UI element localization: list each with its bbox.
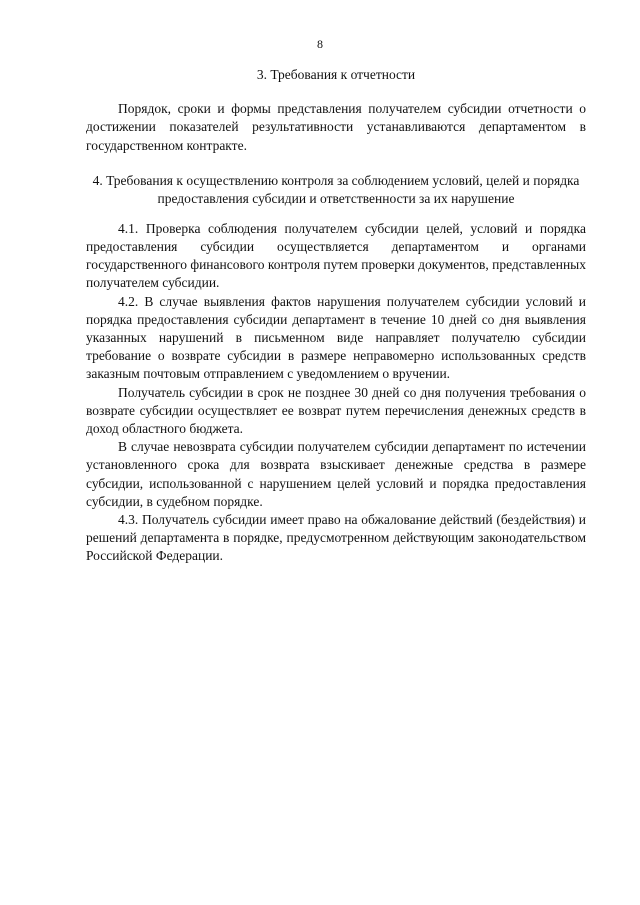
paragraph-non-refund: В случае невозврата субсидии получателем субсидии департамент по истечении установленного срока для возврата взыскивает денежные средства в размере субсидии, использованной с нарушением целей условий и порядка предоставления субсидии, в судебном порядке. — [86, 439, 586, 509]
paragraph-4-1: 4.1. Проверка соблюдения получателем субсидии целей, условий и порядка предоставления субсидии осуществляется департаментом и органами государственного финансового контроля путем проверки документов, представленных получателем субсидии. — [86, 220, 586, 291]
paragraph-refund-deadline: Получатель субсидии в срок не позднее 30 дней со дня получения требования о возврате субсидии осуществляет ее возврат путем перечисления денежных средств в доход областного бюджета. — [86, 384, 586, 437]
section-4-heading: 4. Требования к осуществлению контроля за соблюдением условий, целей и порядка предоставления субсидии и ответственности за их нарушение — [92, 172, 580, 206]
paragraph-4-3: 4.3. Получатель субсидии имеет право на обжалование действий (бездействия) и решений департамента в порядке, предусмотренном действующим законодательством Российской Федерации. — [86, 512, 586, 564]
page-number: 8 — [317, 37, 323, 51]
section-3-paragraph: Порядок, сроки и формы представления получателем субсидии отчетности о достижении показателей результативности устанавливаются департаментом в государственном контракте. — [86, 101, 586, 153]
document-body — [86, 66, 586, 566]
section-3-heading: 3. Требования к отчетности — [256, 67, 416, 82]
paragraph-4-2: 4.2. В случае выявления фактов нарушения получателем субсидии условий и порядка предоставления субсидии департамент в течение 10 дней со дня выявления указанных нарушений в письменном виде направляет получателю субсидии требование о возврате субсидии в размере неправомерно использованных средств заказным почтовым отправлением с уведомлением о вручении. — [86, 293, 586, 382]
